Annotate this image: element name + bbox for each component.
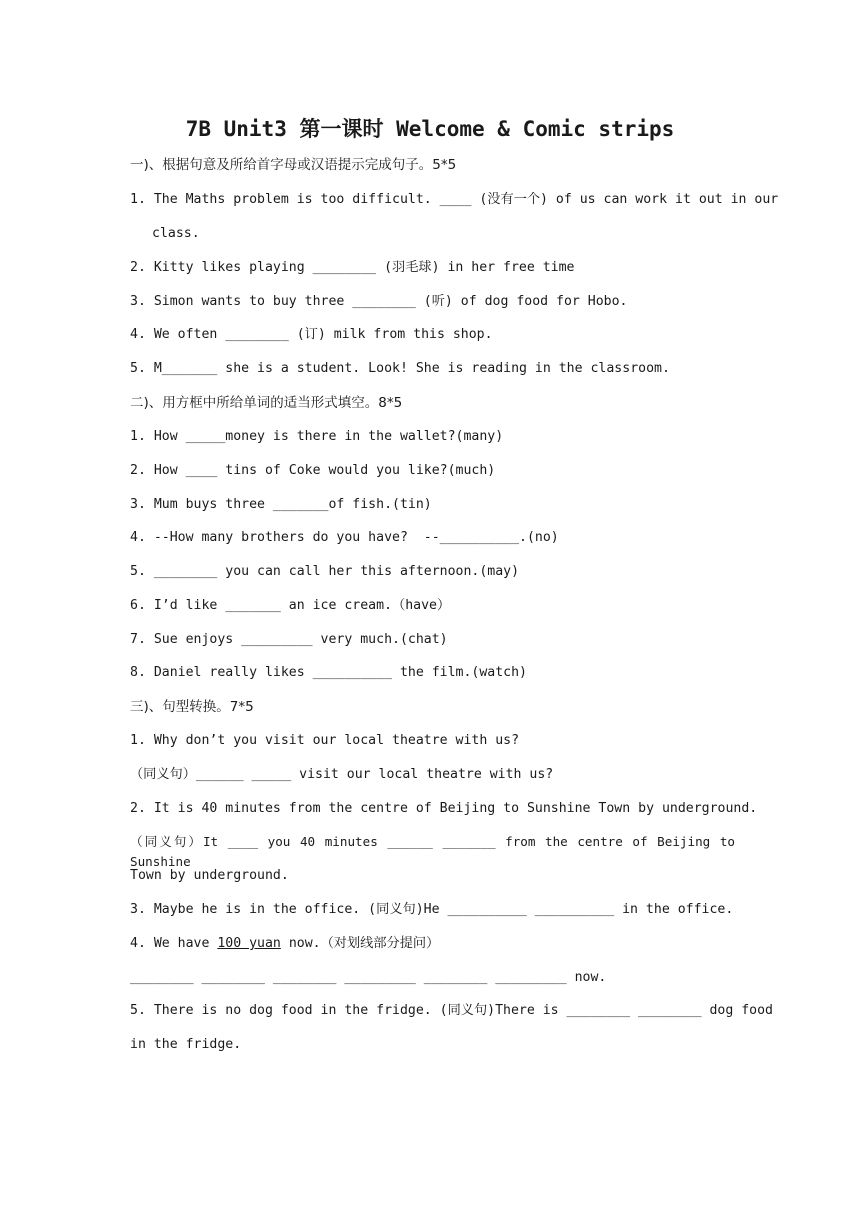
s2-question-1: 1. How _____money is there in the wallet?(many) — [130, 429, 504, 444]
s3-question-3: 3. Maybe he is in the office. (同义句)He __________ __________ in the office. — [130, 902, 734, 917]
section1-heading: 一)、根据句意及所给首字母或汉语提示完成句子。5*5 — [130, 157, 457, 173]
s2-question-3: 3. Mum buys three _______of fish.(tin) — [130, 497, 432, 512]
s3-question-2-answer: （同义句）It ____ you 40 minutes ______ _______ from the centre of Beijing to Sunshine — [130, 834, 735, 869]
section2-heading: 二)、用方框中所给单词的适当形式填空。8*5 — [130, 395, 403, 411]
s1-question-4: 4. We often ________ (订) milk from this shop. — [130, 327, 493, 342]
s1-question-2: 2. Kitty likes playing ________ (羽毛球) in her free time — [130, 260, 575, 275]
s1-question-1: 1. The Maths problem is too difficult. ____ (没有一个) of us can work it out in our — [130, 192, 779, 207]
s3-question-4-post: now.（对划线部分提问） — [280, 936, 440, 951]
s2-question-8: 8. Daniel really likes __________ the film.(watch) — [130, 665, 527, 680]
s1-question-3: 3. Simon wants to buy three ________ (听) of dog food for Hobo. — [130, 294, 628, 309]
s2-question-5: 5. ________ you can call her this afternoon.(may) — [130, 564, 520, 579]
s3-question-4 — [130, 934, 439, 954]
s3-question-2-cont: Town by underground. — [130, 868, 289, 883]
s1-question-5: 5. M_______ she is a student. Look! She is reading in the classroom. — [130, 361, 670, 376]
s3-question-1: 1. Why don’t you visit our local theatre with us? — [130, 733, 520, 748]
s3-question-4-answer: ________ ________ ________ _________ ________ _________ now. — [130, 970, 607, 985]
s3-question-4-pre: 4. We have — [130, 936, 218, 951]
s2-question-6: 6. I’d like _______ an ice cream.（have） — [130, 598, 451, 613]
s3-question-5: 5. There is no dog food in the fridge. (同义句)There is ________ ________ dog food — [130, 1003, 773, 1018]
s2-question-7: 7. Sue enjoys _________ very much.(chat) — [130, 632, 448, 647]
s1-question-1-cont: class. — [152, 226, 200, 241]
s3-question-1-answer: （同义句）______ _____ visit our local theatre with us? — [130, 767, 554, 782]
section3-heading: 三)、句型转换。7*5 — [130, 699, 254, 715]
underlined-amount: 100 yuan — [217, 936, 281, 951]
s3-question-5-cont: in the fridge. — [130, 1037, 242, 1052]
page-title: 7B Unit3 第一课时 Welcome & Comic strips — [185, 117, 675, 141]
s2-question-4: 4. --How many brothers do you have? --__________.(no) — [130, 530, 559, 545]
s2-question-2: 2. How ____ tins of Coke would you like?(much) — [130, 463, 496, 478]
s3-question-2: 2. It is 40 minutes from the centre of Beijing to Sunshine Town by underground. — [130, 801, 758, 816]
